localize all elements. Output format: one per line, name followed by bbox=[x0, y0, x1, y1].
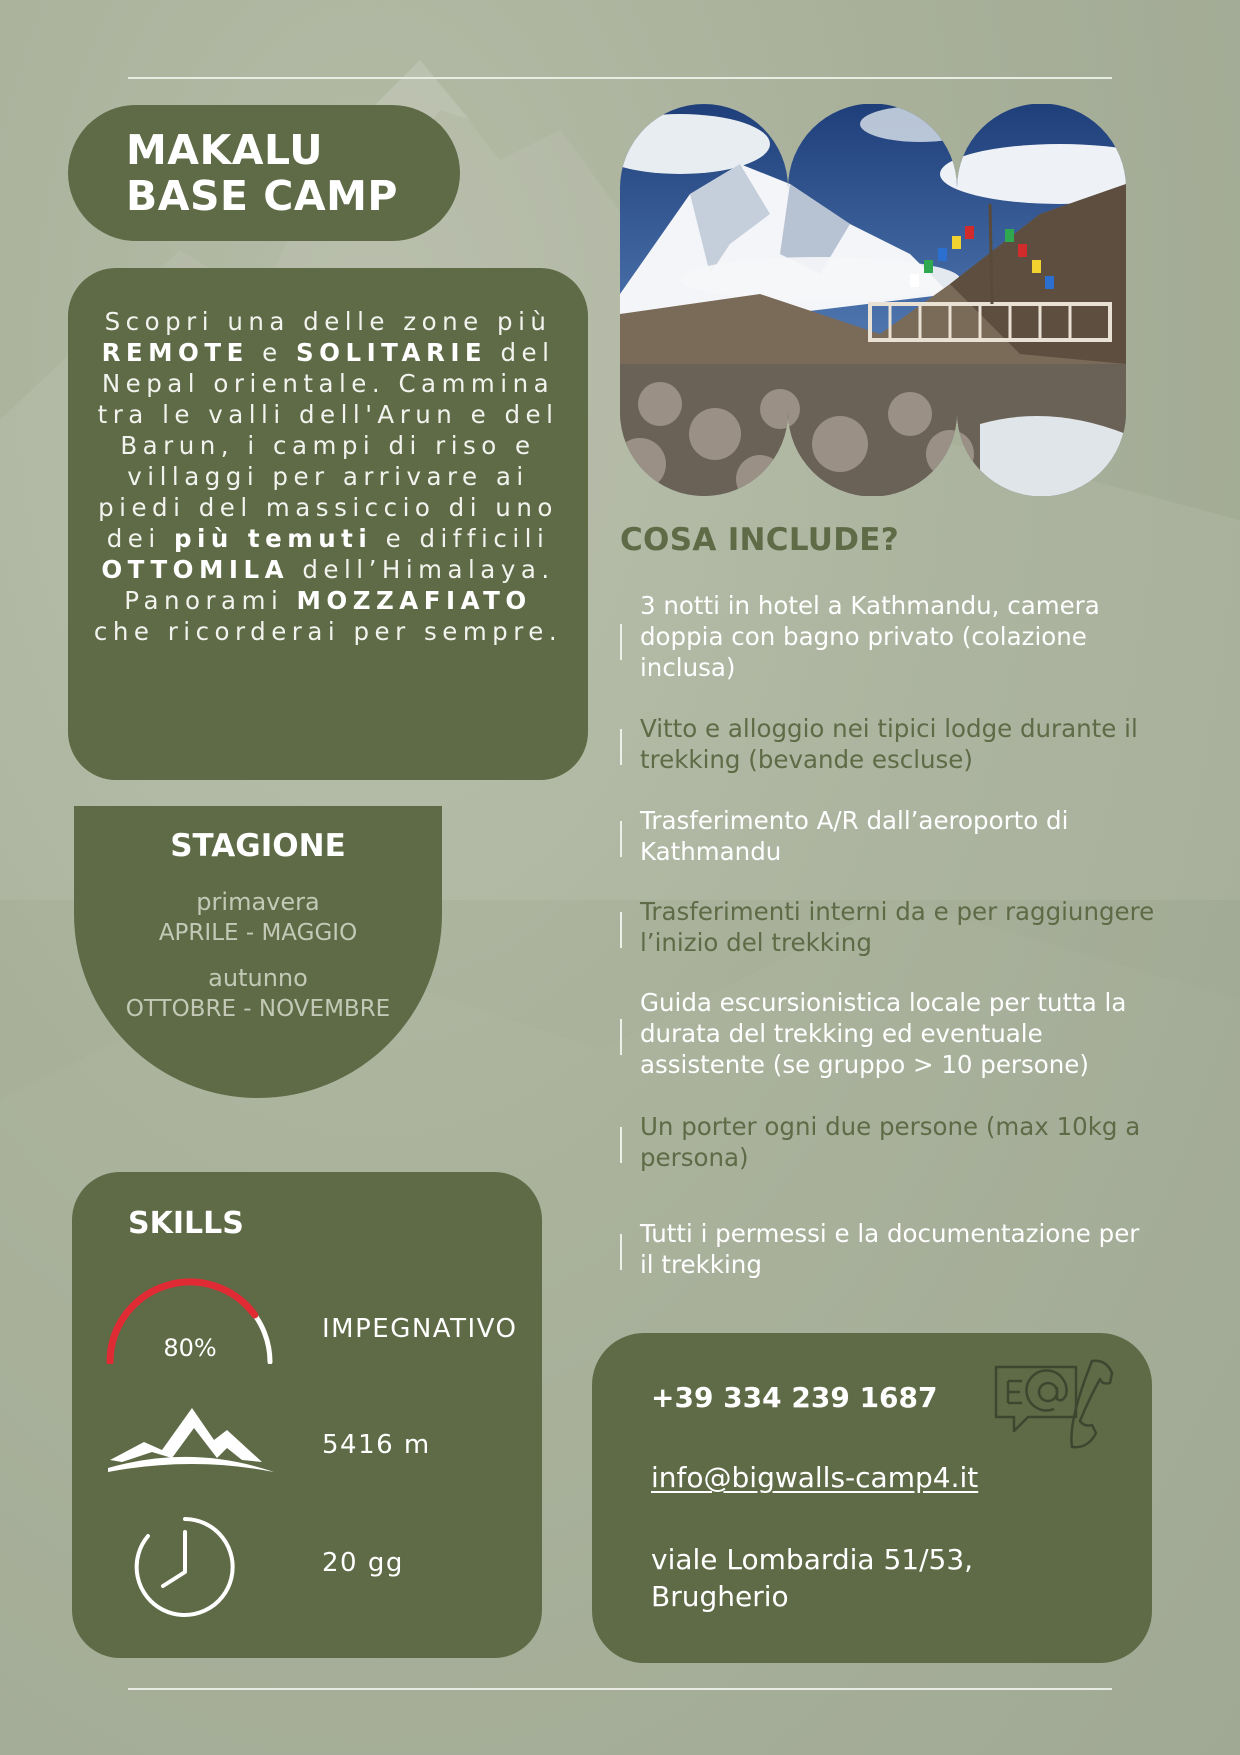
difficulty-gauge-icon bbox=[100, 1274, 280, 1364]
difficulty-label: IMPEGNATIVO bbox=[322, 1314, 518, 1344]
include-item-text: Un porter ogni due persone (max 10kg a persona) bbox=[640, 1112, 1141, 1172]
include-heading: COSA INCLUDE? bbox=[620, 522, 900, 558]
altitude-value: 5416 m bbox=[322, 1430, 431, 1460]
mountain-photo bbox=[620, 104, 1126, 496]
include-item-bar bbox=[620, 1234, 622, 1270]
phone-number[interactable]: +39 334 239 1687 bbox=[651, 1381, 938, 1414]
intro-bold: OTTOMILA bbox=[101, 555, 290, 584]
season-heading: STAGIONE bbox=[170, 828, 346, 864]
title-line-1: MAKALU bbox=[126, 126, 323, 174]
contact-panel bbox=[592, 1333, 1152, 1663]
spring-range: APRILE - MAGGIO bbox=[158, 920, 358, 946]
include-item-bar bbox=[620, 624, 622, 660]
include-item-text: Guida escursionistica locale per tutta la durata del trekking ed eventuale assistente (se gruppo > 10 persone) bbox=[640, 988, 1127, 1079]
gauge-percent: 80% bbox=[163, 1334, 217, 1362]
intro-segment: del Nepal orientale. Cammina tra le valli dell'Arun e del Barun, i campi di riso e villaggi per arrivare ai piedi del massiccio di uno dei bbox=[97, 338, 559, 553]
include-item-bar bbox=[620, 912, 622, 948]
include-item-text: Tutti i permessi e la documentazione per il trekking bbox=[640, 1219, 1140, 1279]
clock-icon bbox=[130, 1512, 240, 1622]
intro-segment: e difficili bbox=[372, 524, 550, 553]
title-pill bbox=[68, 105, 460, 241]
include-item-text: Trasferimenti interni da e per raggiungere l’inizio del trekking bbox=[640, 897, 1155, 957]
duration-value: 20 gg bbox=[322, 1548, 404, 1578]
include-item-bar bbox=[620, 1019, 622, 1055]
intro-segment: che ricorderai per sempre. bbox=[93, 617, 563, 646]
skills-panel bbox=[72, 1172, 542, 1658]
top-divider bbox=[128, 77, 1112, 79]
contact-icon bbox=[988, 1351, 1128, 1461]
intro-segment: Scopri una delle zone più bbox=[104, 307, 552, 336]
intro-bold: più temuti bbox=[173, 524, 373, 553]
include-item-bar bbox=[620, 729, 622, 765]
intro-bold: MOZZAFIATO bbox=[296, 586, 532, 615]
intro-text bbox=[90, 306, 566, 647]
include-item-text: Vitto e alloggio nei tipici lodge durante il trekking (bevande escluse) bbox=[640, 714, 1138, 774]
mountain-icon bbox=[102, 1400, 282, 1480]
skills-heading: SKILLS bbox=[128, 1206, 244, 1241]
bottom-divider bbox=[128, 1688, 1112, 1690]
intro-bold: SOLITARIE bbox=[295, 338, 488, 367]
intro-panel bbox=[68, 268, 588, 780]
title-line-2: BASE CAMP bbox=[126, 172, 398, 220]
intro-segment: dell’Himalaya. Panorami bbox=[124, 555, 555, 615]
intro-bold: REMOTE bbox=[101, 338, 249, 367]
address: viale Lombardia 51/53, Brugherio bbox=[651, 1543, 974, 1613]
spring-label: primavera bbox=[196, 888, 320, 916]
include-item-bar bbox=[620, 821, 622, 857]
include-item-bar bbox=[620, 1127, 622, 1163]
include-item-text: Trasferimento A/R dall’aeroporto di Kathmandu bbox=[640, 806, 1069, 866]
page-title bbox=[126, 127, 398, 219]
intro-segment: e bbox=[248, 338, 296, 367]
autumn-range: OTTOBRE - NOVEMBRE bbox=[125, 996, 391, 1022]
autumn-label: autunno bbox=[208, 964, 308, 992]
include-item-text: 3 notti in hotel a Kathmandu, camera doppia con bagno privato (colazione inclusa) bbox=[640, 591, 1100, 682]
email-link[interactable]: info@bigwalls-camp4.it bbox=[651, 1461, 979, 1494]
